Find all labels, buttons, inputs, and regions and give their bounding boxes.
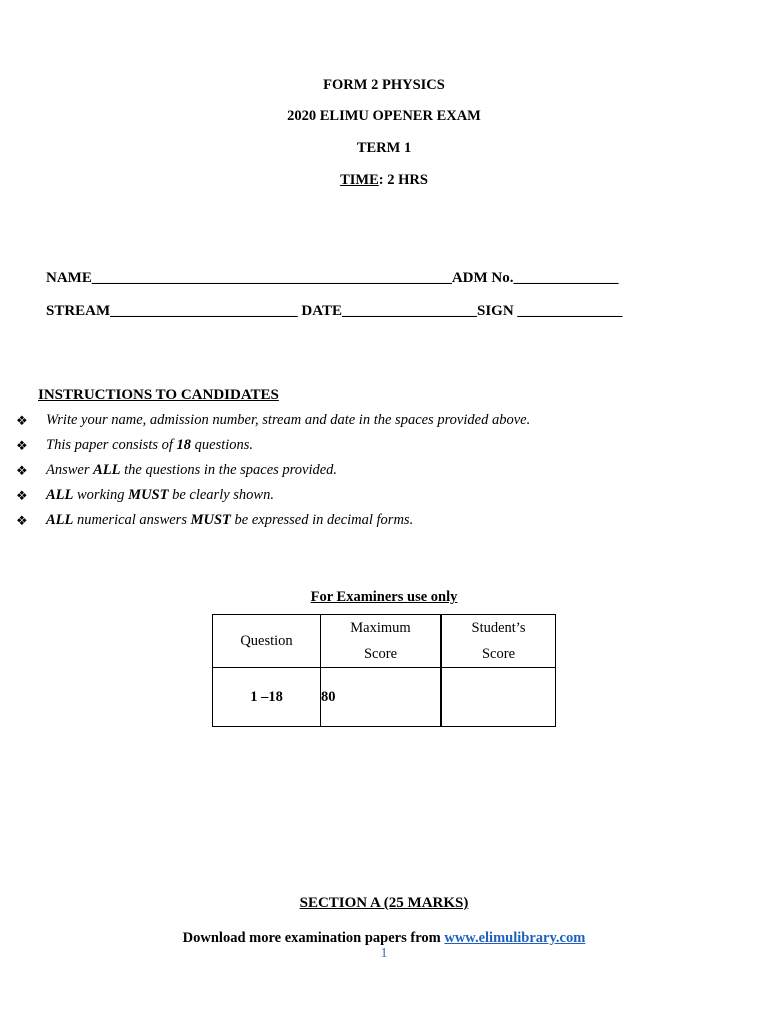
exam-subject-title: FORM 2 PHYSICS [323, 77, 445, 93]
cell-student-score [441, 668, 556, 727]
header-question: Question [213, 615, 321, 668]
list-item [16, 412, 530, 437]
instruction-text: ALL numerical answers MUST be expressed in decimal forms. [46, 512, 414, 528]
cell-question-range: 1 –18 [213, 668, 321, 727]
diamond-bullet-icon: ❖ [16, 463, 28, 478]
cell-maximum-score: 80 [321, 668, 442, 727]
diamond-bullet-icon: ❖ [16, 488, 28, 503]
header-students-score: Student’s Score [441, 615, 556, 668]
instructions-list [16, 412, 530, 537]
diamond-bullet-icon: ❖ [16, 438, 28, 453]
stream-date-sign-line: STREAM_________________________ DATE__________________SIGN ______________ [46, 303, 623, 319]
instruction-text: Write your name, admission number, stream and date in the spaces provided above. [46, 412, 531, 428]
instructions-title: INSTRUCTIONS TO CANDIDATES [38, 387, 279, 403]
header-maximum-score: Maximum Score [321, 615, 442, 668]
instruction-text: This paper consists of 18 questions. [46, 437, 254, 453]
time-label: TIME [340, 172, 379, 188]
table-row [213, 668, 556, 727]
table-header-row [213, 615, 556, 668]
list-item [16, 462, 530, 487]
exam-term: TERM 1 [356, 140, 412, 156]
examiners-table [212, 614, 556, 727]
instruction-text: Answer ALL the questions in the spaces provided. [46, 462, 338, 478]
examiners-title: For Examiners use only [310, 589, 458, 605]
page-number: 1 [380, 946, 388, 961]
instruction-text: ALL working MUST be clearly shown. [46, 487, 274, 503]
website-link[interactable]: www.elimulibrary.com [444, 930, 586, 946]
exam-time [0, 172, 768, 189]
list-item [16, 487, 530, 512]
list-item [16, 437, 530, 462]
exam-name: 2020 ELIMU OPENER EXAM [287, 108, 481, 124]
diamond-bullet-icon: ❖ [16, 413, 28, 428]
time-value: : 2 HRS [378, 172, 428, 188]
diamond-bullet-icon: ❖ [16, 513, 28, 528]
list-item [16, 512, 530, 537]
name-adm-line: NAME________________________________________________ADM No.______________ [46, 270, 619, 286]
download-note: Download more examination papers from www.elimulibrary.com [182, 930, 586, 946]
section-title: SECTION A (25 MARKS) [299, 895, 469, 911]
